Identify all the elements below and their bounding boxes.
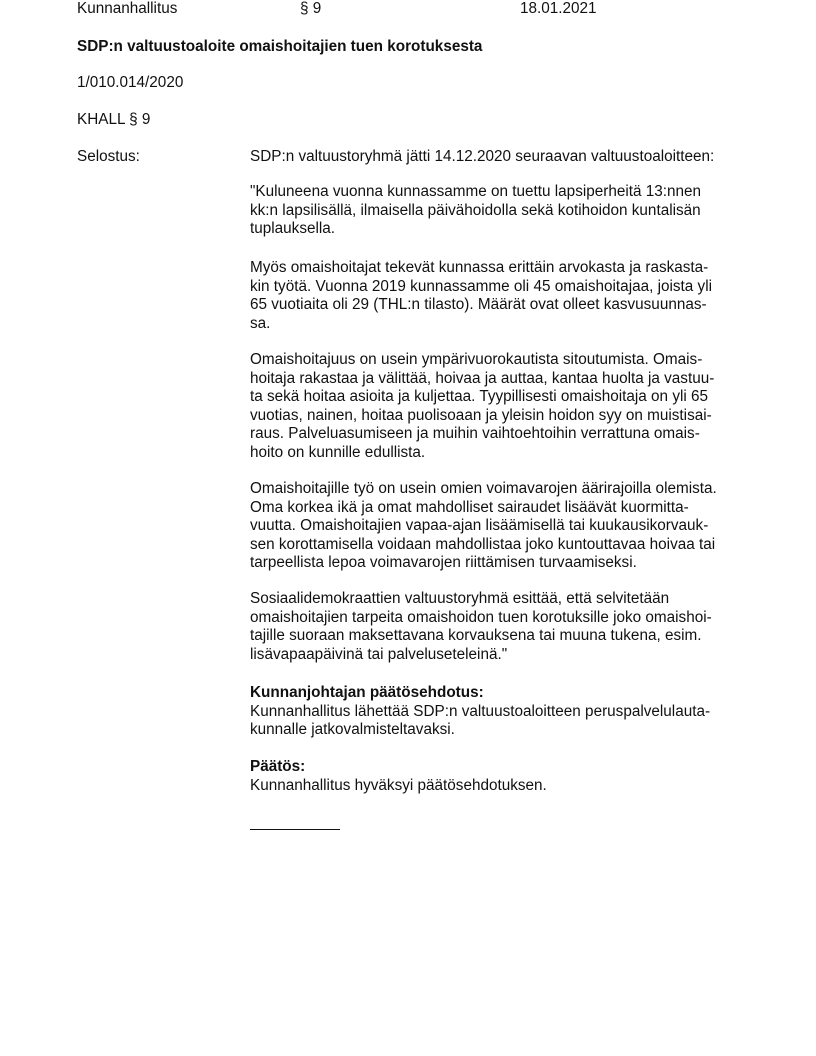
paragraph-line: hoito on kunnille edullista. <box>250 443 426 461</box>
reference-label: KHALL § 9 <box>77 111 151 128</box>
proposal-heading: Kunnanjohtajan päätösehdotus: <box>250 684 484 701</box>
record-number: 1/010.014/2020 <box>77 74 184 91</box>
header-section-number: § 9 <box>300 0 322 17</box>
paragraph-line: sa. <box>250 314 271 332</box>
paragraph-3 <box>250 351 750 463</box>
paragraph-line: kk:n lapsilisällä, ilmaisella päivähoidolla sekä kotihoidon kuntalisän <box>250 201 701 219</box>
paragraph-line: 65 vuotiaita oli 29 (THL:n tilasto). Määrät ovat olleet kasvusuunnas- <box>250 296 707 314</box>
paragraph-line: omaishoitajien tarpeita omaishoidon tuen korotuksille joko omaishoi- <box>250 608 712 626</box>
paragraph-line: raus. Palveluasumiseen ja muihin vaihtoehtoihin verrattuna omais- <box>250 425 700 443</box>
proposal-line: Kunnanhallitus lähettää SDP:n valtuustoaloitteen peruspalvelulauta- <box>250 702 711 720</box>
paragraph-line: tajille suoraan maksettavana korvauksena tai muuna tukena, esim. <box>250 627 702 645</box>
paragraph-line: tarpeellista lepoa voimavarojen riittämisen turvaamiseksi. <box>250 554 637 572</box>
paragraph-line: Omaishoitajuus on usein ympärivuorokautista sitoutumista. Omais- <box>250 351 703 368</box>
paragraph-5 <box>250 590 750 664</box>
paragraph-line: Omaishoitajille työ on usein omien voimavarojen äärirajoilla olemista. <box>250 480 717 497</box>
decision-section <box>250 758 750 795</box>
decision-text: Kunnanhallitus hyväksyi päätösehdotuksen. <box>250 776 547 794</box>
paragraph-line: ta sekä hoitaa asioita ja kuljettaa. Tyypillisesti omaishoitaja on yli 65 <box>250 388 709 406</box>
paragraph-line: Myös omaishoitajat tekevät kunnassa erittäin arvokasta ja raskasta- <box>250 259 709 276</box>
header-body-name: Kunnanhallitus <box>77 0 178 17</box>
paragraph-line: tuplauksella. <box>250 220 336 238</box>
intro-line: SDP:n valtuustoryhmä jätti 14.12.2020 seuraavan valtuustoaloitteen: <box>250 148 715 165</box>
paragraph-line: kin työtä. Vuonna 2019 kunnassamme oli 45 omaishoitajaa, joista yli <box>250 277 713 295</box>
proposal-line: kunnalle jatkovalmisteltavaksi. <box>250 721 455 739</box>
signature-divider <box>250 829 340 830</box>
paragraph-line: "Kuluneena vuonna kunnassamme on tuettu lapsiperheitä 13:nnen <box>250 183 702 200</box>
intro-text <box>250 148 750 167</box>
paragraph-line: sen korottamisella voidaan mahdollistaa joko kuntouttavaa hoivaa tai <box>250 535 716 553</box>
paragraph-line: vuutta. Omaishoitajien vapaa-ajan lisäämisellä tai kuukausikorvauk- <box>250 517 709 535</box>
paragraph-2 <box>250 259 750 333</box>
header-date: 18.01.2021 <box>520 0 597 17</box>
paragraph-4 <box>250 480 750 573</box>
proposal-section <box>250 684 750 740</box>
paragraph-line: lisävapaapäivinä tai palveluseteleinä." <box>250 645 508 663</box>
paragraph-line: vuotias, nainen, hoitaa puolisoaan ja yleisin hoidon syy on muistisai- <box>250 406 712 424</box>
decision-heading: Päätös: <box>250 758 306 775</box>
paragraph-line: Oma korkea ikä ja omat mahdolliset sairaudet lisäävät kuormitta- <box>250 498 689 516</box>
selostus-label: Selostus: <box>77 148 140 165</box>
paragraph-line: Sosiaalidemokraattien valtuustoryhmä esittää, että selvitetään <box>250 590 670 607</box>
paragraph-line: hoitaja rakastaa ja välittää, hoivaa ja auttaa, kantaa huolta ja vastuu- <box>250 369 715 387</box>
paragraph-1 <box>250 183 750 239</box>
document-title: SDP:n valtuustoaloite omaishoitajien tuen korotuksesta <box>77 38 483 55</box>
